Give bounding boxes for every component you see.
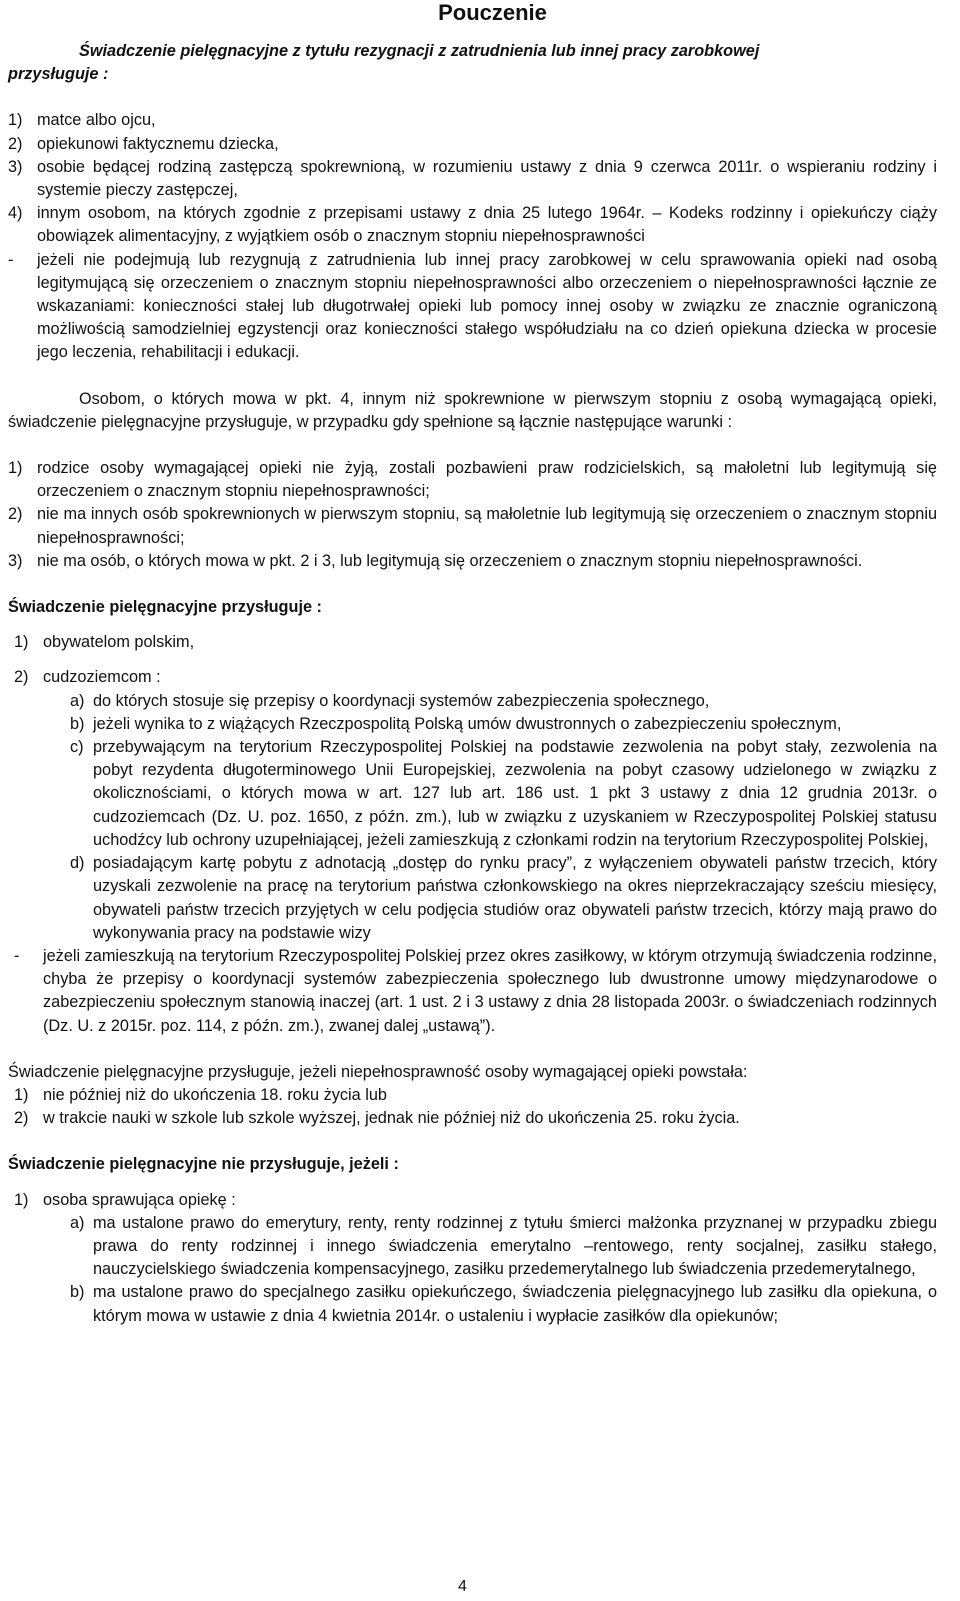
list-item: - jeżeli nie podejmują lub rezygnują z zatrudnienia lub innej pracy zarobkowej w celu sprawowania opieki nad osobą legitymującą się orzeczeniem o znacznym stopniu niepełnosprawności albo orzeczeniem o niepełnosprawności łącznie ze wskazaniami: konieczności stałej lub długotrwałej opieki lub pomocy innej osoby w związku ze znacznie ograniczoną możliwością samodzielniej egzystencji oraz konieczności stałego współudziału na co dzień opiekuna dziecka w procesie jego leczenia, rehabilitacji i edukacji. xyxy=(8,250,937,362)
section-heading-exclusions: Świadczenie pielęgnacyjne nie przysługuje, jeżeli : xyxy=(8,1155,399,1174)
page-title: Pouczenie xyxy=(438,0,547,25)
list-item: 4) innym osobom, na których zgodnie z przepisami ustawy z dnia 25 lutego 1964r. – Kodeks rodzinny i opiekuńczy ciąży obowiązek alimentacyjny, z wyjątkiem osób o znacznym stopniu niepełnosprawności xyxy=(8,204,937,246)
foreigners-list xyxy=(8,690,937,945)
recipients-list xyxy=(8,631,937,654)
list-item: - jeżeli zamieszkują na terytorium Rzeczypospolitej Polskiej przez okres zasiłkowy, w którym otrzymują świadczenia rodzinne, chyba że przepisy o koordynacji systemów zabezpieczenia społecznego lub dwustronne umowy międzynarodowe o zabezpieczeniu społecznym stanowią inaczej (art. 1 ust. 2 i 3 ustawy z dnia 28 listopada 2003r. o świadczeniach rodzinnych (Dz. U. z 2015r. poz. 114, z późn. zm.), zwanej dalej „ustawą”). xyxy=(14,946,937,1035)
intro-heading: Świadczenie pielęgnacyjne z tytułu rezygnacji z zatrudnienia lub innej pracy zarobkowej xyxy=(79,42,760,60)
page-number: 4 xyxy=(458,1578,467,1595)
list-item: 1) rodzice osoby wymagającej opieki nie żyją, zostali pozbawieni praw rodzicielskich, są małoletni lub legitymują się orzeczeniem o znacznym stopniu niepełnosprawności; xyxy=(8,459,937,501)
paragraph-disability-onset: Świadczenie pielęgnacyjne przysługuje, jeżeli niepełnosprawność osoby wymagającej opieki powstała: xyxy=(8,1062,748,1081)
list-item: 3) osobie będącej rodziną zastępczą spokrewnioną, w rozumieniu ustawy z dnia 9 czerwca 2011r. o wspieraniu rodziny i systemie pieczy zastępczej, xyxy=(8,157,937,200)
list-item: 1) matce albo ojcu, xyxy=(8,111,156,130)
condition-list xyxy=(8,249,937,365)
eligible-persons-list xyxy=(8,109,937,248)
exclusions-sublist xyxy=(8,1212,937,1328)
list-item: 2) w trakcie nauki w szkole lub szkole wyższej, jednak nie później niż do ukończenia 25. roku życia. xyxy=(14,1109,740,1128)
list-item: a) do których stosuje się przepisy o koordynacji systemów zabezpieczenia społecznego, xyxy=(70,691,710,710)
paragraph-other-persons: Osobom, o których mowa w pkt. 4, innym niż spokrewnione w pierwszym stopniu z osobą wymagającą opieki, świadczenie pielęgnacyjne przysługuje, w przypadku gdy spełnione są łącznie następujące warunki : xyxy=(8,389,937,431)
list-item: a) ma ustalone prawo do emerytury, renty, renty rodzinnej z tytułu śmierci małżonka przyznanej w przypadku zbiegu prawa do renty rodzinnej i innego świadczenia emerytalno –rentowego, renty socjalnej, zasiłku stałego, nauczycielskiego świadczenia kompensacyjnego, zasiłku przedemerytalnego lub świadczenia przedemerytalnego, xyxy=(70,1213,937,1279)
list-item: 2) cudzoziemcom : xyxy=(14,668,161,687)
list-item: c) przebywającym na terytorium Rzeczypospolitej Polskiej na podstawie zezwolenia na pobyt stały, zezwolenia na pobyt rezydenta długoterminowego Unii Europejskiej, zezwolenia na pobyt czasowy udzielonego w związku z okolicznościami, o których mowa w art. 127 lub art. 186 ust. 1 pkt 3 ustawy z dnia 12 grudnia 2013r. o cudzoziemcach (Dz. U. poz. 1650, z późn. zm.), lub w związku z uzyskaniem w Rzeczypospolitej Polskiej statusu uchodźcy lub ochrony uzupełniającej, jeżeli zamieszkują z członkami rodzin na terytorium Rzeczypospolitej Polskiej, xyxy=(70,738,937,849)
list-item: 1) obywatelom polskim, xyxy=(14,633,195,652)
disability-onset-list xyxy=(8,1084,937,1130)
document-page xyxy=(8,0,937,1601)
list-item: 3) nie ma osób, o których mowa w pkt. 2 i 3, lub legitymują się orzeczeniem o znacznym stopniu niepełnosprawności. xyxy=(8,551,863,570)
section-heading: Świadczenie pielęgnacyjne przysługuje : xyxy=(8,598,322,617)
recipients-list-2 xyxy=(8,666,937,689)
list-item: 1) nie później niż do ukończenia 18. roku życia lub xyxy=(14,1085,387,1104)
list-item: b) ma ustalone prawo do specjalnego zasiłku opiekuńczego, świadczenia pielęgnacyjnego lub zasiłku dla opiekuna, o którym mowa w ustawie z dnia 4 kwietnia 2014r. o ustaleniu i wypłacie zasiłków dla opiekunów; xyxy=(70,1283,937,1325)
residence-condition xyxy=(8,945,937,1038)
list-item: 2) opiekunowi faktycznemu dziecka, xyxy=(8,134,279,153)
list-item: b) jeżeli wynika to z wiążących Rzeczpospolitą Polską umów dwustronnych o zabezpieczeniu społecznym, xyxy=(70,714,842,733)
intro-heading-cont: przysługuje : xyxy=(8,65,109,84)
list-item: 2) nie ma innych osób spokrewnionych w pierwszym stopniu, są małoletnie lub legitymują się orzeczeniem o znacznym stopniu niepełnosprawności; xyxy=(8,505,937,547)
conditions-list xyxy=(8,457,937,573)
list-item: d) posiadającym kartę pobytu z adnotacją „dostęp do rynku pracy”, z wyłączeniem obywateli państw trzecich, który uzyskali zezwolenie na pracę na terytorium państwa członkowskiego na okres nieprzekraczający sześciu miesięcy, obywateli państw trzecich przyjętych w celu podjęcia studiów oraz obywateli państw trzecich, którzy mają prawo do wykonywania pracy na podstawie wizy xyxy=(70,854,937,942)
list-item: 1) osoba sprawująca opiekę : xyxy=(14,1190,236,1209)
exclusions-list xyxy=(8,1189,937,1212)
